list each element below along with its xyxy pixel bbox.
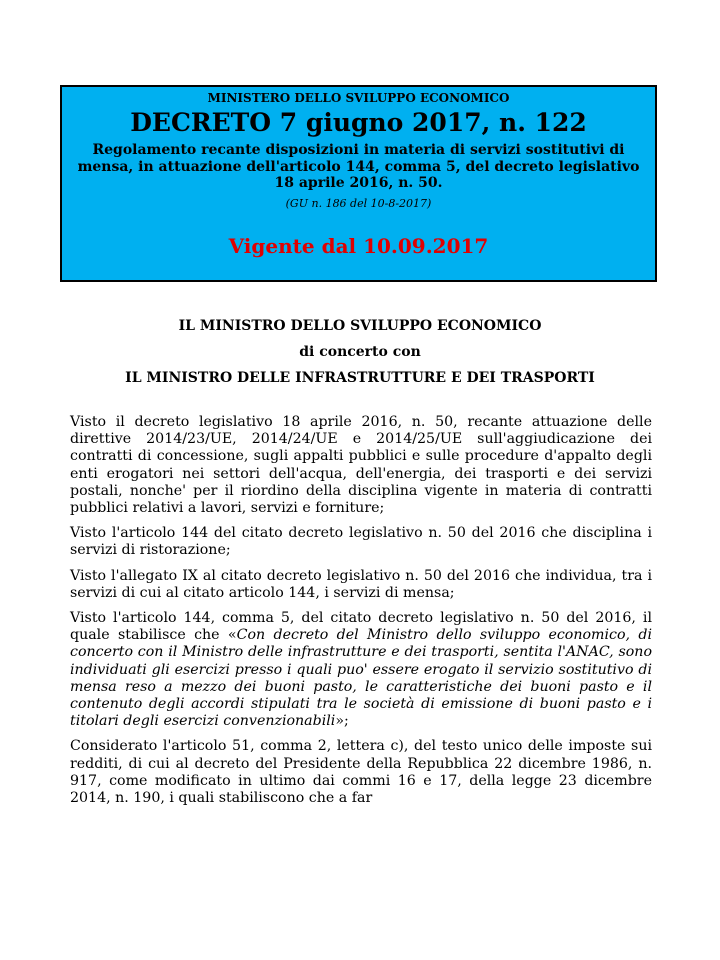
minister-line-3: IL MINISTRO DELLE INFRASTRUTTURE E DEI TRASPORTI: [125, 370, 595, 386]
paragraph-4: [70, 610, 652, 730]
decree-header-box: [60, 85, 657, 282]
issuing-authorities: [60, 313, 660, 391]
paragraph-4-end: »;: [335, 713, 349, 730]
effective-date: Vigente dal 10.09.2017: [228, 233, 489, 258]
paragraph-4-start: Visto l'articolo 144, comma 5, del citato decreto legislativo n. 50 del 2016, il quale stabilisce che «: [70, 610, 652, 644]
minister-line-2: di concerto con: [299, 344, 421, 360]
decree-title: DECRETO 7 giugno 2017, n. 122: [130, 108, 587, 137]
paragraph-1: Visto il decreto legislativo 18 aprile 2016, n. 50, recante attuazione delle direttive 2014/23/UE, 2014/24/UE e 2014/25/UE sull'aggiudicazione dei contratti di concessione, sugli appalti pubblici e sulle procedure d'appalto degli enti erogatori nei settori dell'acqua, dell'energia, dei trasporti e dei servizi postali, nonche' per il riordino della disciplina vigente in materia di contratti pubblici relativi a lavori, servizi e forniture;: [70, 414, 652, 517]
paragraph-2: Visto l'articolo 144 del citato decreto legislativo n. 50 del 2016 che disciplina i servizi di ristorazione;: [70, 525, 652, 559]
gazette-reference: (GU n. 186 del 10-8-2017): [285, 196, 432, 210]
minister-line-1: IL MINISTRO DELLO SVILUPPO ECONOMICO: [178, 318, 542, 334]
decree-subtitle: Regolamento recante disposizioni in materia di servizi sostitutivi di mensa, in attuazione dell'articolo 144, comma 5, del decreto legislativo 18 aprile 2016, n. 50.: [77, 142, 640, 191]
paragraph-3: Visto l'allegato IX al citato decreto legislativo n. 50 del 2016 che individua, tra i servizi di cui al citato articolo 144, i servizi di mensa;: [70, 567, 652, 601]
paragraph-5: Considerato l'articolo 51, comma 2, lettera c), del testo unico delle imposte sui redditi, di cui al decreto del Presidente della Repubblica 22 dicembre 1986, n. 917, come modificato in ultimo dai commi 16 e 17, della legge 23 dicembre 2014, n. 190, i quali stabiliscono che a far: [70, 738, 652, 807]
ministry-name: MINISTERO DELLO SVILUPPO ECONOMICO: [207, 91, 510, 105]
decree-body: [70, 414, 652, 815]
paragraph-4-quote: Con decreto del Ministro dello sviluppo economico, di concerto con il Ministro delle infrastrutture e dei trasporti, sentita l'ANAC, sono individuati gli esercizi presso i quali puo' essere erogato il servizio sostitutivo di mensa reso a mezzo dei buoni pasto, le caratteristiche dei buoni pasto e il contenuto degli accordi stipulati tra le società di emissione di buoni pasto e i titolari degli esercizi convenzionabili: [70, 627, 652, 730]
